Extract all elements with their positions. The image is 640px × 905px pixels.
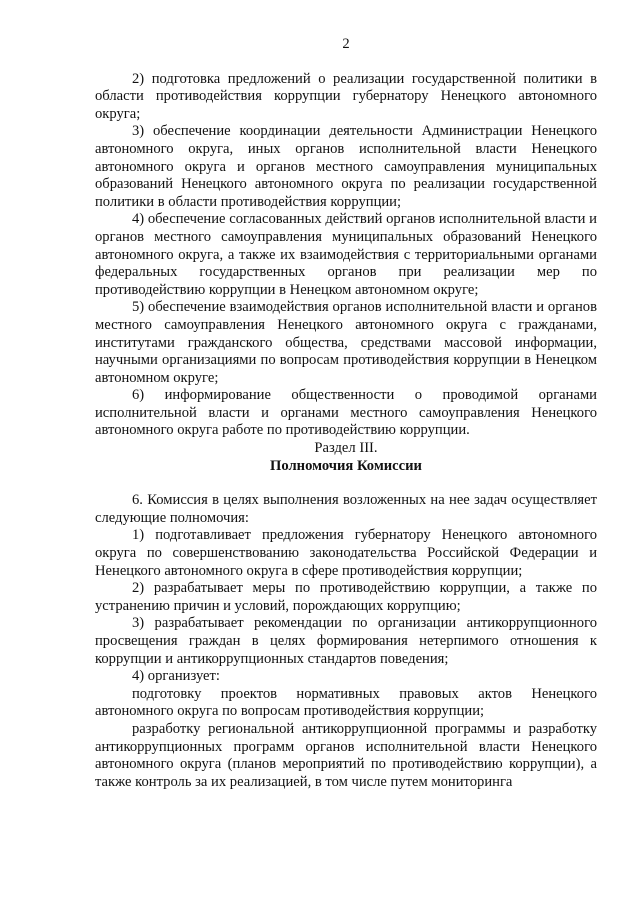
paragraph-clause-6: 6. Комиссия в целях выполнения возложенных на нее задач осуществляет следующие полномочия: [95, 492, 597, 526]
paragraph-power-1: 1) подготавливает предложения губернатору Ненецкого автономного округа по совершенствованию законодательства Российской Федерации и Ненецкого автономного округа в сфере противодействия коррупции; [95, 527, 597, 579]
paragraph-power-4-drafts: подготовку проектов нормативных правовых актов Ненецкого автономного округа по вопросам противодействия коррупции; [95, 685, 597, 720]
paragraph-task-3: 3) обеспечение координации деятельности Администрации Ненецкого автономного округа, иных органов исполнительной власти Ненецкого автономного округа и органов местного самоуправления муниципальных образований Ненецкого автономного округа по реализации государственной политики в области противодействия коррупции; [95, 123, 597, 210]
paragraph-task-4: 4) обеспечение согласованных действий органов исполнительной власти и органов местного самоуправления муниципальных образований Ненецкого автономного округа, а также их взаимодействия с территориальными органами федеральных государственных органов при реализации мер по противодействию коррупции в Ненецком автономном округе; [95, 211, 597, 298]
paragraph-power-2: 2) разрабатывает меры по противодействию коррупции, а также по устранению причин и условий, порождающих коррупцию; [95, 580, 597, 614]
paragraph-task-2: 2) подготовка предложений о реализации государственной политики в области противодействия коррупции губернатору Ненецкого автономного округа; [95, 70, 597, 122]
section-label: Раздел III. [314, 440, 378, 457]
section-title: Полномочия Комиссии [270, 457, 422, 474]
document-page [95, 36, 597, 791]
paragraph-power-4-program: разработку региональной антикоррупционной программы и разработку антикоррупционных программ органов исполнительной власти Ненецкого автономного округа (планов мероприятий по противодействию коррупции), а также контроль за их реализацией, в том числе путем мониторинга [95, 720, 597, 790]
page-number: 2 [342, 36, 350, 52]
paragraph-task-6: 6) информирование общественности о проводимой органами исполнительной власти и органами местного самоуправления Ненецкого автономного округа работе по противодействию коррупции. [95, 387, 597, 439]
paragraph-power-3: 3) разрабатывает рекомендации по организации антикоррупционного просвещения граждан в целях формирования нетерпимого отношения к коррупции и антикоррупционных стандартов поведения; [95, 615, 597, 667]
paragraph-power-4: 4) организует: [132, 668, 220, 685]
paragraph-task-5: 5) обеспечение взаимодействия органов исполнительной власти и органов местного самоуправления Ненецкого автономного округа с гражданами, институтами гражданского общества, средствами массовой информации, научными организациями по вопросам противодействия коррупции в Ненецком автономном округе; [95, 299, 597, 386]
